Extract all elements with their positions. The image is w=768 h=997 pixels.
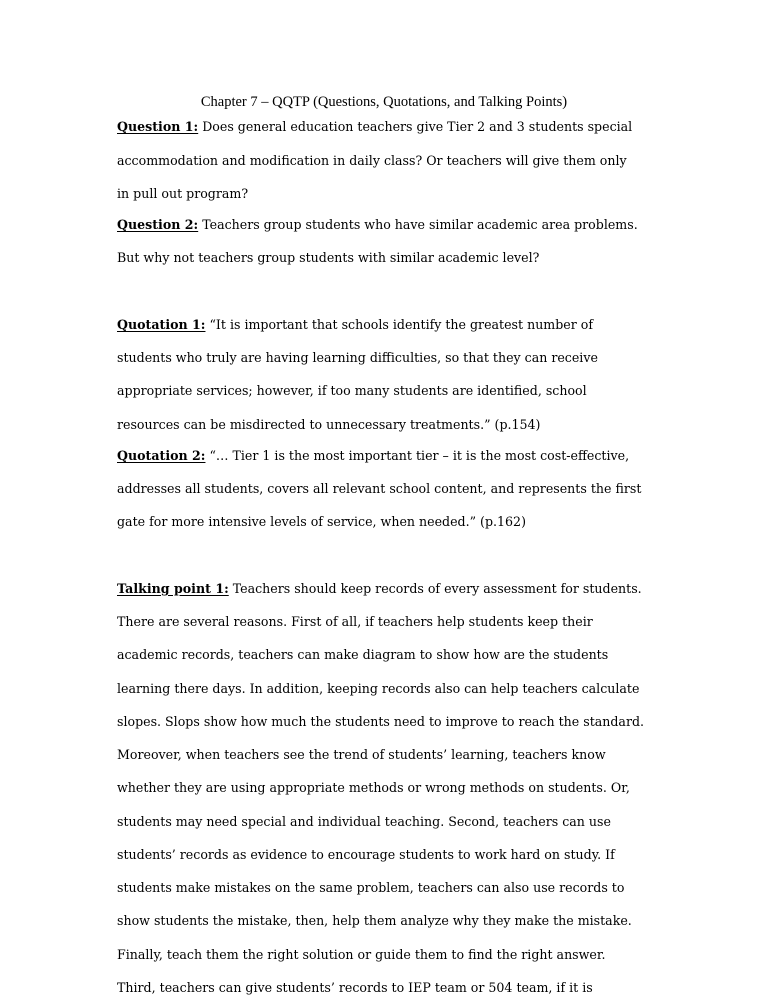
talking-point1-line-10: students make mistakes on the same problem, teachers can also use records to — [117, 880, 625, 895]
question2-line-2: But why not teachers group students with similar academic level? — [117, 250, 540, 265]
question1-line-2: accommodation and modification in daily class? Or teachers will give them only — [117, 153, 627, 168]
quotation1-label: Quotation 1: — [117, 317, 206, 332]
question1-label: Question 1: — [117, 119, 199, 134]
talking-point1-line-1 — [117, 580, 642, 598]
quotation1-line-1 — [117, 316, 593, 334]
talking-point1-line-5: slopes. Slops show how much the students need to improve to reach the standard. — [117, 714, 645, 729]
talking-point1-label: Talking point 1: — [117, 581, 229, 596]
question2-text-1: Teachers group students who have similar academic area problems. — [198, 217, 638, 232]
talking-point1-line-4: learning there days. In addition, keeping records also can help teachers calculate — [117, 681, 640, 696]
quotation1-line-2: students who truly are having learning difficulties, so that they can receive — [117, 350, 598, 365]
quotation2-text-1: “… Tier 1 is the most important tier – it is the most cost-effective, — [205, 448, 630, 463]
talking-point1-line-11: show students the mistake, then, help them analyze why they make the mistake. — [117, 913, 632, 928]
quotation1-line-4: resources can be misdirected to unnecessary treatments.” (p.154) — [117, 417, 541, 432]
question1-text-1: Does general education teachers give Tier 2 and 3 students special — [198, 119, 633, 134]
quotation1-text-1: “It is important that schools identify the greatest number of — [205, 317, 594, 332]
talking-point1-line-12: Finally, teach them the right solution or guide them to find the right answer. — [117, 947, 606, 962]
quotation2-line-3: gate for more intensive levels of service, when needed.” (p.162) — [117, 514, 526, 529]
question2-line-1 — [117, 216, 638, 234]
question1-line-3: in pull out program? — [117, 186, 249, 201]
question2-label: Question 2: — [117, 217, 199, 232]
quotation2-line-1 — [117, 447, 629, 465]
talking-point1-line-7: whether they are using appropriate methods or wrong methods on students. Or, — [117, 780, 630, 795]
talking-point1-line-2: There are several reasons. First of all, if teachers help students keep their — [117, 614, 593, 629]
quotation2-label: Quotation 2: — [117, 448, 206, 463]
question1-line-1 — [117, 118, 632, 136]
document-title: Chapter 7 – QQTP (Questions, Quotations, and Talking Points) — [200, 94, 568, 110]
talking-point1-line-8: students may need special and individual teaching. Second, teachers can use — [117, 814, 611, 829]
talking-point1-text-1: Teachers should keep records of every assessment for students. — [228, 581, 642, 596]
quotation1-line-3: appropriate services; however, if too many students are identified, school — [117, 383, 587, 398]
talking-point1-line-3: academic records, teachers can make diagram to show how are the students — [117, 647, 609, 662]
talking-point1-line-6: Moreover, when teachers see the trend of students’ learning, teachers know — [117, 747, 606, 762]
talking-point1-line-9: students’ records as evidence to encourage students to work hard on study. If — [117, 847, 615, 862]
talking-point1-line-13: Third, teachers can give students’ records to IEP team or 504 team, if it is — [117, 980, 593, 995]
quotation2-line-2: addresses all students, covers all relevant school content, and represents the first — [117, 481, 642, 496]
